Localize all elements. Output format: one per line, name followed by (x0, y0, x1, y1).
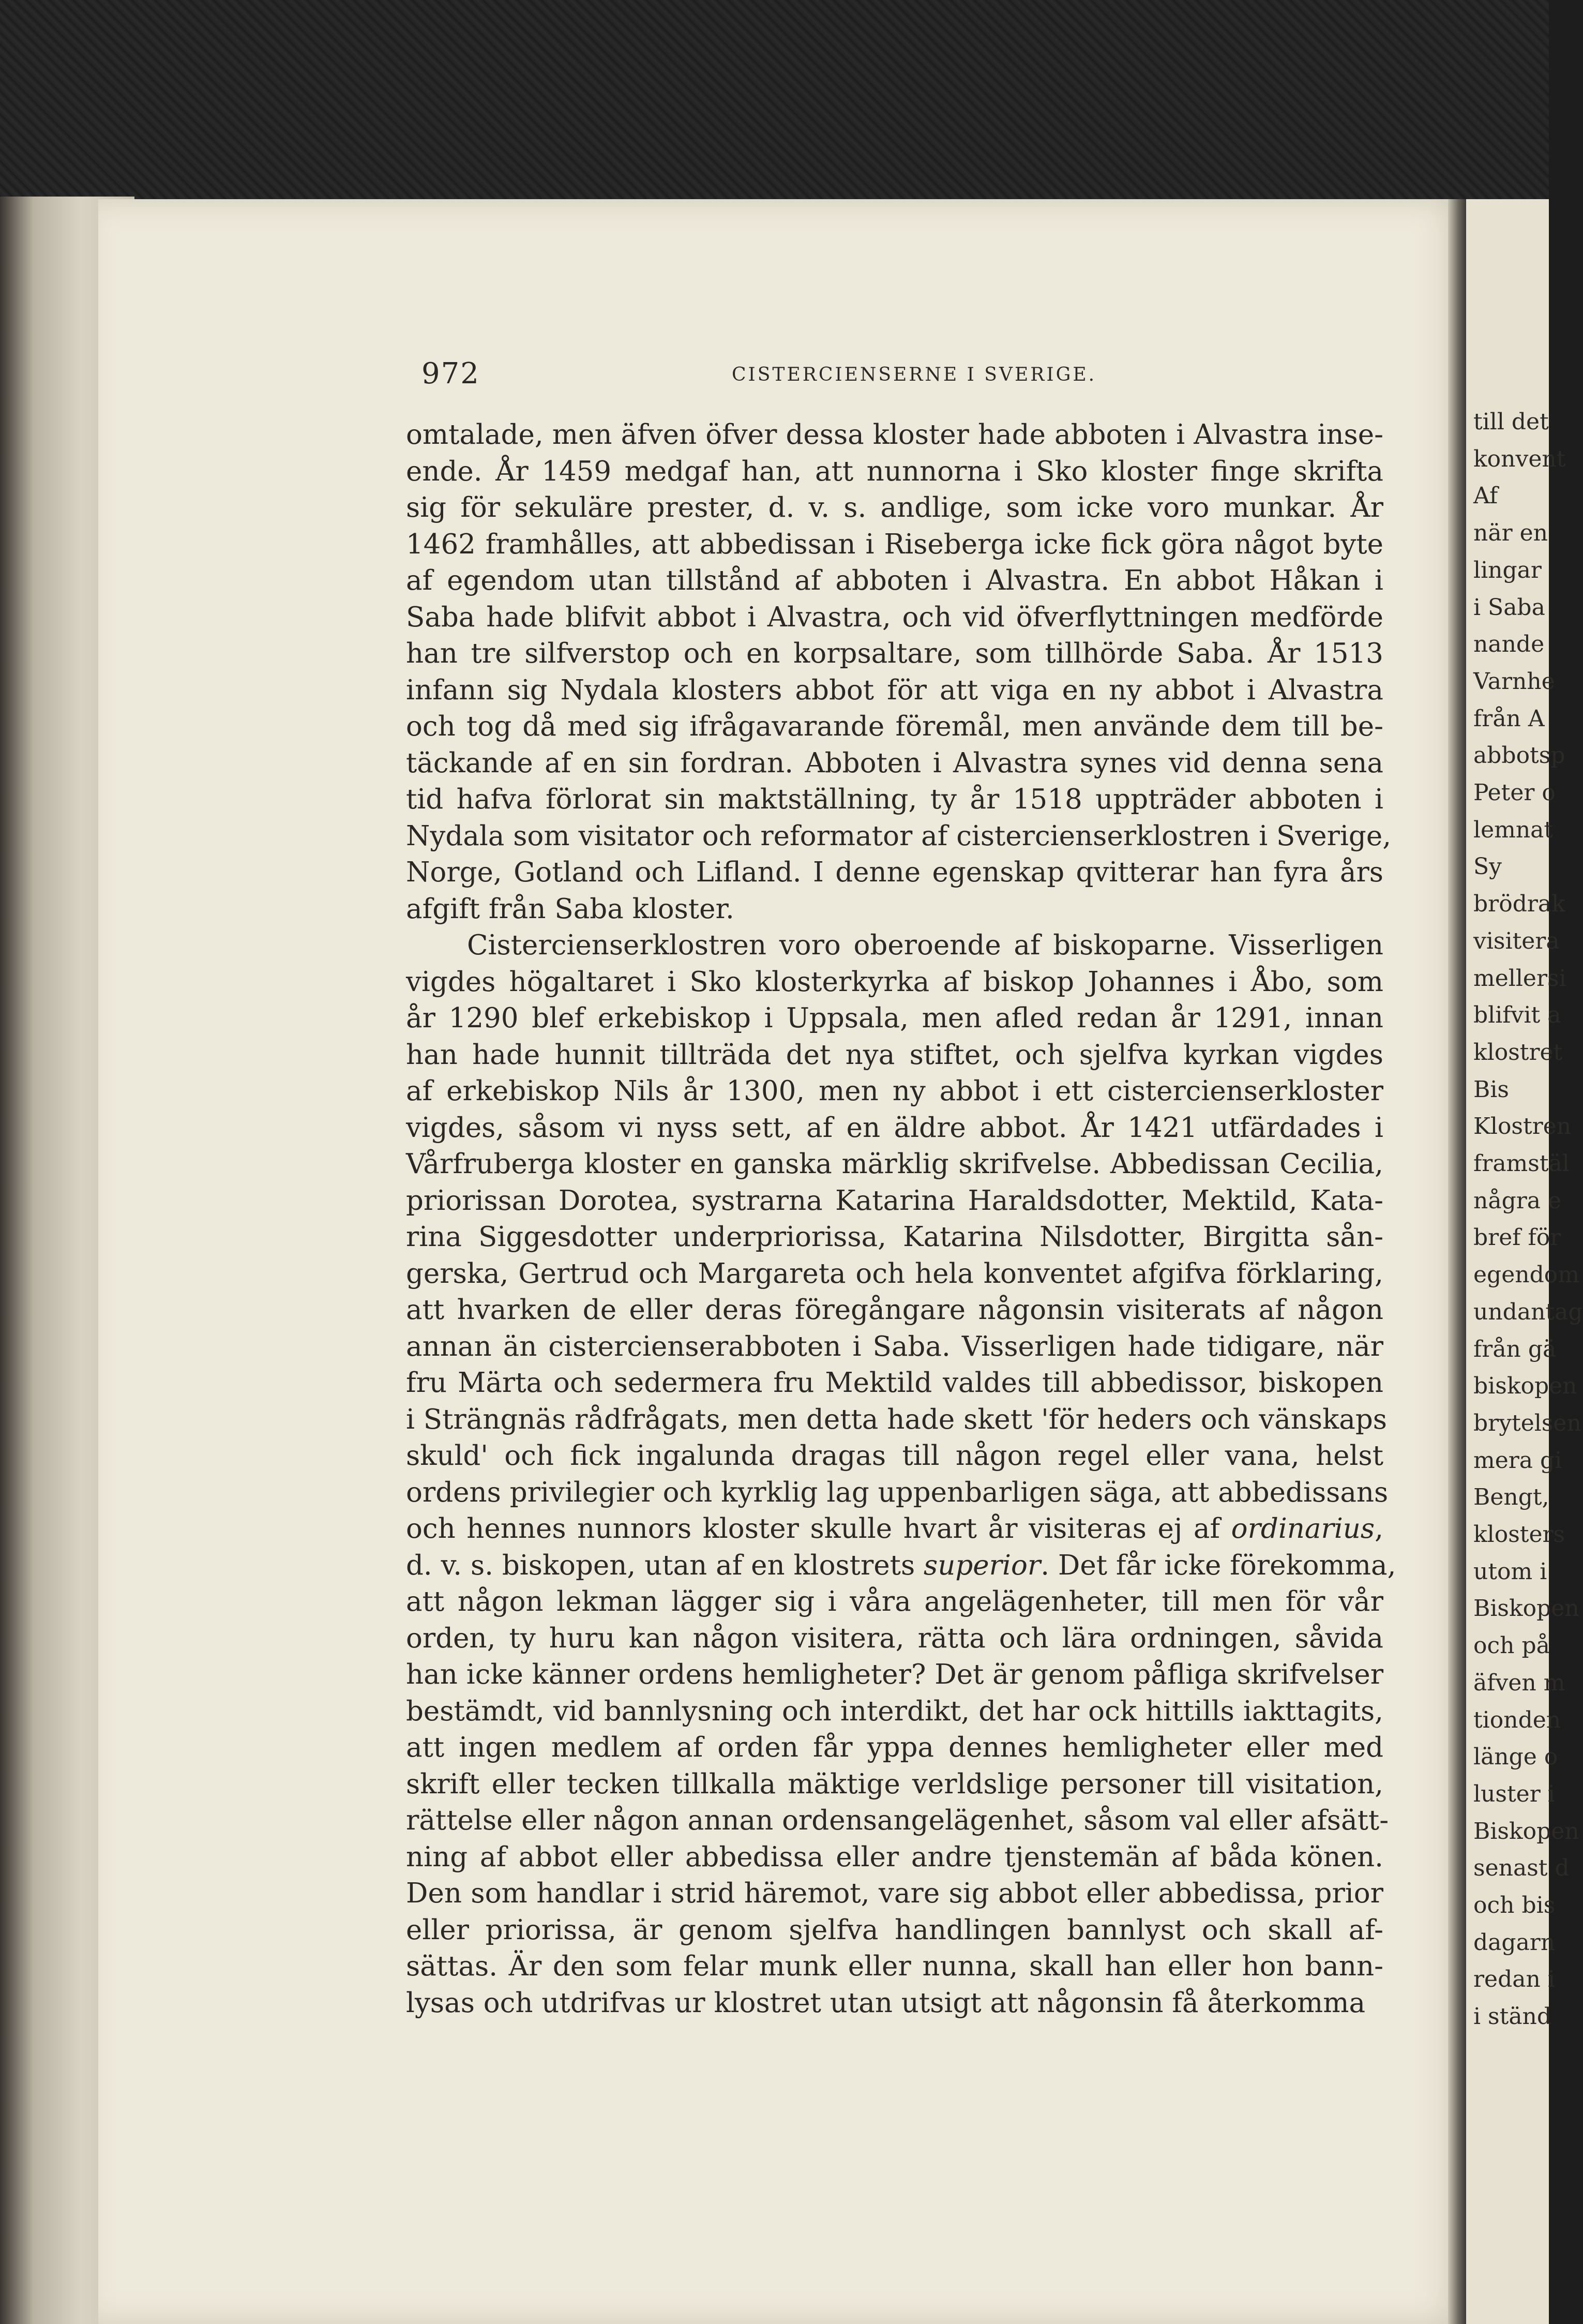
text-line: d. v. s. biskopen, utan af en klostrets superior. Det får icke förekomma, (406, 1549, 1396, 1581)
facing-page-line: blifvit a (1473, 1002, 1561, 1029)
facing-page-line: utom i (1473, 1558, 1547, 1585)
text-line: skuld' och fick ingalunda dragas till någon regel eller vana, helst (406, 1440, 1383, 1472)
dark-background (0, 0, 1549, 207)
text-line: fru Märta och sedermera fru Mektild valdes till abbedissor, biskopen (406, 1367, 1383, 1399)
running-head: CISTERCIENSERNE I SVERIGE. (732, 364, 1097, 385)
text-line: infann sig Nydala klosters abbot för att viga en ny abbot i Alvastra (406, 674, 1383, 706)
facing-page-line: Bengt, (1473, 1484, 1549, 1511)
facing-page-line: brytelsen (1473, 1410, 1581, 1436)
italic-term: ordinarius (1231, 1513, 1375, 1545)
facing-page-line: när en (1473, 520, 1548, 547)
facing-page (1466, 199, 1583, 2324)
text-line: vigdes högaltaret i Sko klosterkyrka af biskop Johannes i Åbo, som (406, 966, 1383, 998)
facing-page-line: lemnat (1473, 816, 1554, 843)
text-line: år 1290 blef erkebiskop i Uppsala, men afled redan år 1291, innan (406, 1002, 1383, 1034)
facing-page-line: visitera (1473, 927, 1560, 954)
text-line: 1462 framhålles, att abbedissan i Riseberga icke fick göra något byte (406, 528, 1383, 560)
facing-page-line: Varnhe (1473, 668, 1555, 695)
text-line: sig för sekuläre prester, d. v. s. andlige, som icke voro munkar. År (406, 492, 1383, 523)
text-line: priorissan Dorotea, systrarna Katarina Haraldsdotter, Mektild, Kata- (406, 1185, 1383, 1217)
text-line: att ingen medlem af orden får yppa dennes hemligheter eller med (406, 1732, 1383, 1763)
page-number: 972 (421, 357, 480, 391)
facing-page-line: Bis (1473, 1076, 1509, 1103)
text-line: bestämdt, vid bannlysning och interdikt, det har ock hittills iakttagits, (406, 1695, 1383, 1727)
facing-page-line: Klostren (1473, 1113, 1572, 1140)
facing-page-line: luster i (1473, 1780, 1555, 1807)
facing-page-line: bref för (1473, 1224, 1561, 1251)
facing-page-line: i Saba (1473, 594, 1545, 621)
facing-page-line: från gä (1473, 1336, 1557, 1362)
text-line: Saba hade blifvit abbot i Alvastra, och vid öfverflyttningen medförde (406, 601, 1383, 633)
page-header (406, 357, 1383, 393)
facing-page-line: Biskopen (1473, 1818, 1579, 1845)
facing-page-line: konvent (1473, 445, 1566, 472)
italic-term: superior (924, 1549, 1041, 1581)
facing-page-line: Peter o (1473, 779, 1556, 806)
facing-page-line: lingar (1473, 557, 1542, 583)
facing-page-line: och på (1473, 1632, 1550, 1659)
facing-page-line: abbotsp (1473, 742, 1565, 769)
facing-page-line: till det (1473, 409, 1549, 435)
text-line: ende. År 1459 medgaf han, att nunnorna i Sko kloster finge skrifta (406, 455, 1383, 487)
text-line: omtalade, men äfven öfver dessa kloster hade abboten i Alvastra inse- (406, 419, 1383, 451)
text-line: ordens privilegier och kyrklig lag uppenbarligen säga, att abbedissans (406, 1476, 1389, 1508)
text-line: tid hafva förlorat sin maktställning, ty år 1518 uppträder abboten i (406, 784, 1383, 815)
text-line: lysas och utdrifvas ur klostret utan utsigt att någonsin få återkomma (406, 1987, 1366, 2019)
text-line: vigdes, såsom vi nyss sett, af en äldre abbot. År 1421 utfärdades i (406, 1112, 1383, 1144)
facing-page-line: några e (1473, 1187, 1562, 1214)
facing-page-line: Biskopen (1473, 1595, 1579, 1622)
text-line: eller priorissa, är genom sjelfva handlingen bannlyst och skall af- (406, 1914, 1383, 1946)
text-line: Cistercienserklostren voro oberoende af biskoparne. Visserligen (467, 929, 1383, 961)
text-line: af erkebiskop Nils år 1300, men ny abbot i ett cistercienserkloster (406, 1075, 1383, 1107)
facing-page-line: Af (1473, 483, 1498, 509)
facing-page-line: mera gi (1473, 1447, 1562, 1474)
text-line: Vårfruberga kloster en ganska märklig skrifvelse. Abbedissan Cecilia, (406, 1148, 1383, 1180)
facing-page-line: från A (1473, 705, 1545, 732)
text-line: täckande af en sin fordran. Abboten i Alvastra synes vid denna sena (406, 747, 1383, 779)
facing-page-line: tionden (1473, 1706, 1561, 1733)
facing-page-line: nande (1473, 631, 1545, 658)
facing-page-line: och bis (1473, 1892, 1556, 1918)
text-line: skrift eller tecken tillkalla mäktige verldslige personer till visitation, (406, 1768, 1383, 1800)
text-line: Den som handlar i strid häremot, vare sig abbot eller abbedissa, prior (406, 1878, 1383, 1909)
text-line: ning af abbot eller abbedissa eller andre tjenstemän af båda könen. (406, 1841, 1383, 1873)
text-line: gerska, Gertrud och Margareta och hela konventet afgifva förklaring, (406, 1257, 1383, 1290)
facing-page-line: Sy (1473, 853, 1502, 880)
text-line: rina Siggesdotter underpriorissa, Katarina Nilsdotter, Birgitta sån- (406, 1221, 1383, 1253)
facing-page-line: länge o (1473, 1744, 1558, 1771)
text-line: rättelse eller någon annan ordensangelägenhet, såsom val eller afsätt- (406, 1805, 1389, 1836)
text-line: han hade hunnit tillträda det nya stiftet, och sjelfva kyrkan vigdes (406, 1039, 1383, 1071)
text-line: i Strängnäs rådfrågats, men detta hade skett 'för heders och vänskaps (406, 1403, 1387, 1435)
text-line: afgift från Saba kloster. (406, 893, 734, 925)
text-line: att hvarken de eller deras föregångare någonsin visiterats af någon (406, 1294, 1383, 1326)
text-line: att någon lekman lägger sig i våra angelägenheter, till men för vår (406, 1586, 1383, 1617)
text-line: Norge, Gotland och Lifland. I denne egenskap qvitterar han fyra års (406, 857, 1383, 888)
facing-page-line: undantag (1473, 1298, 1583, 1325)
facing-page-line: klostret (1473, 1039, 1563, 1066)
text-line: Nydala som visitator och reformator af cistercienserklostren i Sverige, (406, 820, 1392, 852)
facing-page-line: mellersi (1473, 965, 1566, 992)
body-text (406, 417, 1396, 2021)
text-line: orden, ty huru kan någon visitera, rätta och lära ordningen, såvida (406, 1622, 1383, 1654)
text-line: af egendom utan tillstånd af abboten i Alvastra. En abbot Håkan i (406, 565, 1383, 596)
text-line: han tre silfverstop och en korpsaltare, som tillhörde Saba. År 1513 (406, 638, 1383, 669)
facing-page-line: äfven m (1473, 1669, 1565, 1696)
facing-page-line: klosters (1473, 1521, 1565, 1548)
facing-page-line: senast d (1473, 1855, 1570, 1882)
facing-page-line: framstäl (1473, 1150, 1570, 1177)
facing-page-line: egendom (1473, 1262, 1579, 1288)
text-line: sättas. Är den som felar munk eller nunna, skall han eller hon bann- (406, 1951, 1383, 1982)
facing-page-line: biskopen (1473, 1373, 1577, 1400)
text-line: han icke känner ordens hemligheter? Det är genom påfliga skrifvelser (406, 1659, 1384, 1690)
facing-page-line: i ständ (1473, 2003, 1552, 2030)
facing-page-line: brödrak (1473, 891, 1565, 918)
gutter-shadow (1448, 199, 1469, 2324)
facing-page-line: redan i (1473, 1966, 1555, 1993)
text-line: annan än cistercienserabboten i Saba. Visserligen hade tidigare, när (406, 1330, 1383, 1362)
text-line: och hennes nunnors kloster skulle hvart år visiteras ej af ordinarius, (406, 1513, 1383, 1545)
facing-page-line: dagarn (1473, 1929, 1556, 1956)
text-line: och tog då med sig ifrågavarande föremål, men använde dem till be- (406, 711, 1383, 742)
